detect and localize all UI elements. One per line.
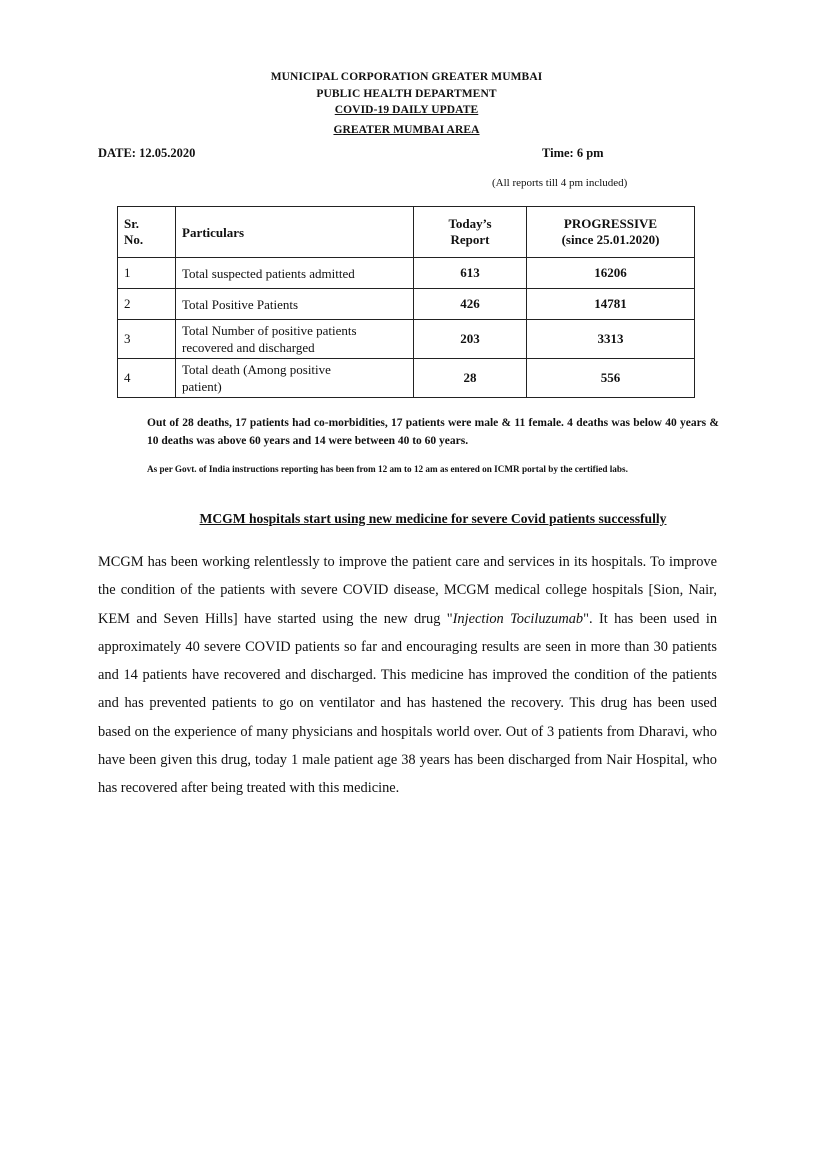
table-row [118,258,695,289]
cell-sr: 1 [118,258,176,289]
header-sr [118,207,176,258]
table-row [118,359,695,398]
drug-name: Injection Tociluzumab [452,610,584,627]
header-today-line2: Report [450,232,490,247]
article-body [98,548,717,803]
deaths-note: Out of 28 deaths, 17 patients had co-morbidities, 17 patients were male & 11 female. 4 deaths was below 40 years & 10 deaths was above 60 years and 14 were between 40 to 60 years. [147,417,719,447]
header-area: GREATER MUMBAI AREA [333,124,480,136]
cell-particulars-line1: Total death (Among positive [182,362,331,377]
header-progressive-line2: (since 25.01.2020) [561,232,660,247]
header-progressive [527,207,695,258]
cell-today: 426 [414,289,527,320]
header-particulars: Particulars [176,207,414,258]
report-date: DATE: 12.05.2020 [98,146,196,160]
header-progressive-line1: PROGRESSIVE [563,216,658,231]
cell-progressive: 3313 [527,320,695,359]
cell-particulars-line1: Total Number of positive patients [182,323,357,338]
cell-particulars [176,320,414,359]
cell-particulars: Total suspected patients admitted [176,258,414,289]
cell-particulars: Total Positive Patients [176,289,414,320]
table-row [118,320,695,359]
cell-progressive: 14781 [527,289,695,320]
icmr-note: As per Govt. of India instructions reporting has been from 12 am to 12 am as entered on ICMR portal by the certified labs. [147,464,628,474]
table-row [118,289,695,320]
header-org: MUNICIPAL CORPORATION GREATER MUMBAI [270,71,543,83]
cell-particulars [176,359,414,398]
cell-sr: 3 [118,320,176,359]
header-update: COVID-19 DAILY UPDATE [334,104,479,116]
header-today-line1: Today’s [448,216,492,231]
header-today [414,207,527,258]
cell-sr: 2 [118,289,176,320]
table-header-row [118,207,695,258]
cell-today: 28 [414,359,527,398]
reports-note: (All reports till 4 pm included) [492,177,628,189]
cell-today: 613 [414,258,527,289]
cell-sr: 4 [118,359,176,398]
covid-stats-table [117,206,695,398]
cell-particulars-line2: patient) [182,379,222,394]
cell-progressive: 16206 [527,258,695,289]
report-time: Time: 6 pm [542,146,604,160]
article-body-part1: MCGM has been working relentlessly to improve the patient care and services in its hospitals. To improve the condition of the patients with severe COVID disease, MCGM medical college hospitals [Sion, Nair, KEM and Seven Hills] have started using the new drug " [98,554,717,627]
cell-today: 203 [414,320,527,359]
header-dept: PUBLIC HEALTH DEPARTMENT [316,88,497,100]
cell-particulars-line2: recovered and discharged [182,340,315,355]
header-sr-line2: No. [124,232,144,247]
article-body-part2: ". It has been used in approximately 40 severe COVID patients so far and encouraging results are seen in more than 30 patients and 14 patients have recovered and discharged. This medicine has improved the condition of the patients and has prevented patients to go on ventilator and has hastened the recovery. This drug has been used based on the experience of many physicians and hospitals world over. Out of 3 patients from Dharavi, who have been given this drug, today 1 male patient age 38 years has been discharged from Nair Hospital, who has recovered after being treated with this medicine. [98,610,718,797]
header-sr-line1: Sr. [124,216,140,231]
cell-progressive: 556 [527,359,695,398]
article-title: MCGM hospitals start using new medicine for severe Covid patients successfully [199,511,667,526]
